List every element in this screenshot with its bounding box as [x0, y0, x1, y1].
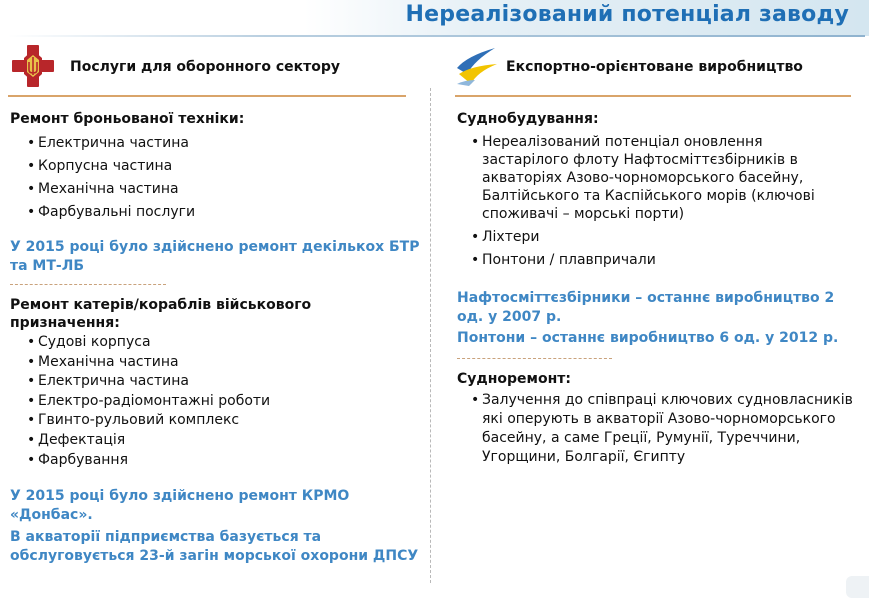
ships-repair-list — [26, 333, 270, 470]
corner-decoration — [846, 576, 869, 598]
list-item: • Гвинто-рульовий комплекс — [26, 411, 270, 431]
ship-repair-list — [470, 391, 860, 467]
column-divider — [430, 88, 431, 583]
note-2015-btr: У 2015 році було здійснено ремонт декількох БТР та МТ-ЛБ — [10, 239, 420, 274]
title-underline — [8, 35, 865, 37]
shipbuilding-list — [470, 133, 850, 269]
list-item: • Електрична частина — [26, 372, 270, 392]
right-header-rule — [455, 95, 851, 97]
ship-repair-title: Судноремонт: — [457, 371, 571, 387]
left-dashed-separator — [10, 284, 166, 285]
list-item: • Корпусна частина — [26, 155, 195, 178]
armored-repair-title: Ремонт броньованої техніки: — [10, 111, 245, 127]
note-dpsu: В акваторії підприємства базується та обслуговується 23-й загін морської охорони ДПСУ — [10, 529, 419, 564]
list-item: • Судові корпуса — [26, 333, 270, 353]
left-header-rule — [8, 95, 406, 97]
list-item: • Фарбувальні послуги — [26, 201, 195, 224]
list-item: • Нереалізований потенціал оновлення застарілого флоту Нафтосміттєзбірників в акваторіях Азово-чорноморського басейну, Балтійського та Каспійського морів (ключові споживачі – морські порти) — [470, 133, 850, 223]
left-section-header: Послуги для оборонного сектору — [70, 59, 341, 75]
shipbuilding-title: Суднобудування: — [457, 111, 599, 127]
list-item: • Ліхтери — [470, 228, 850, 246]
list-item: • Механічна частина — [26, 353, 270, 373]
page-title: Нереалізований потенціал заводу — [405, 2, 849, 27]
note-pontoons: Понтони – останнє виробництво 6 од. у 2012 р. — [457, 330, 839, 346]
list-item: • Понтони / плавпричали — [470, 251, 850, 269]
right-dashed-separator — [457, 358, 612, 359]
note-2015-krmo: У 2015 році було здійснено ремонт КРМО «Донбас». — [10, 488, 350, 523]
armed-forces-emblem-icon — [12, 44, 54, 88]
right-section-header: Експортно-орієнтоване виробництво — [506, 59, 803, 75]
export-logo-icon — [455, 44, 501, 88]
list-item: • Електро-радіомонтажні роботи — [26, 392, 270, 412]
list-item: • Залучення до співпраці ключових судновласників які оперують в акваторії Азово-чорноморського басейну, а саме Греції, Румунії, Туреччини, Угорщини, Болгарії, Єгипту — [470, 391, 860, 467]
list-item: • Фарбування — [26, 451, 270, 471]
list-item: • Дефектація — [26, 431, 270, 451]
list-item: • Електрична частина — [26, 132, 195, 155]
armored-repair-list — [26, 132, 195, 224]
note-oil-collectors: Нафтосміттєзбірники – останнє виробництво 2 од. у 2007 р. — [457, 290, 835, 325]
ships-repair-title: Ремонт катерів/кораблів військового призначення: — [10, 297, 312, 331]
list-item: • Механічна частина — [26, 178, 195, 201]
